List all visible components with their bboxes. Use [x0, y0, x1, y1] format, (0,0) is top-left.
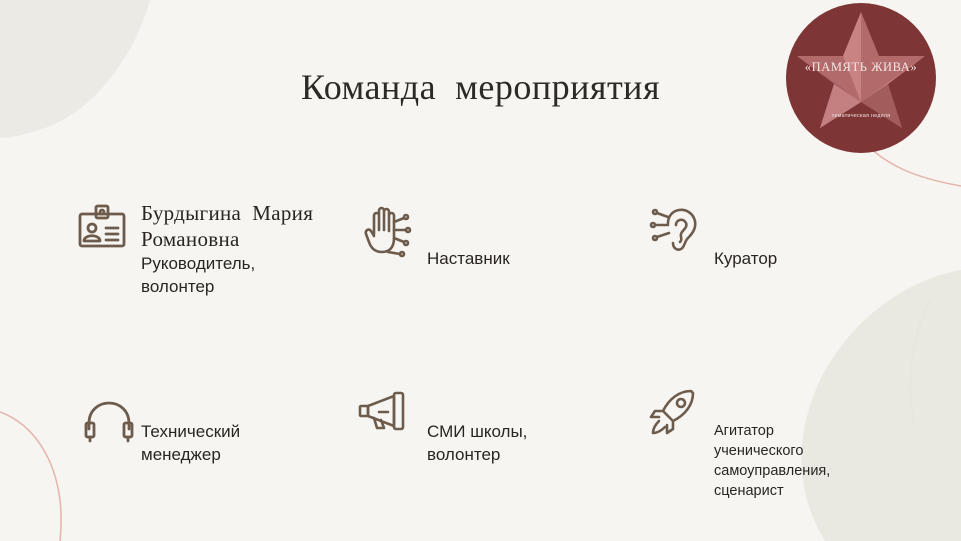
member-name-line1: Бурдыгина Мария	[141, 201, 314, 225]
rocket-icon	[645, 385, 701, 441]
member-card-curator	[714, 247, 777, 270]
member-role-line3: самоуправления,	[714, 463, 831, 479]
member-role-line1: Руководитель,	[141, 254, 256, 273]
raised-hand-icon	[360, 204, 416, 260]
member-role-line1: Технический	[141, 422, 241, 441]
page-title: Команда мероприятия	[300, 67, 660, 107]
listening-ear-icon	[647, 203, 703, 259]
member-name-line2: Романовна	[141, 227, 240, 251]
member-role-line2: волонтер	[141, 277, 215, 296]
member-role-line4: сценарист	[714, 483, 784, 499]
member-role-line1: Куратор	[714, 249, 778, 268]
event-logo	[781, 0, 941, 158]
member-role-line1: Агитатор	[714, 423, 774, 439]
logo-subtitle: тематическая неделя	[831, 113, 891, 119]
id-badge-icon	[74, 200, 130, 256]
member-role-line1: СМИ школы,	[427, 422, 528, 441]
megaphone-icon	[356, 384, 412, 440]
member-role-line1: Наставник	[427, 249, 510, 268]
member-card-agitator	[714, 421, 830, 501]
member-card-mentor	[427, 247, 510, 270]
member-role-line2: ученического	[714, 443, 804, 459]
member-card-school-media	[427, 420, 527, 466]
member-card-leader	[141, 200, 313, 298]
member-card-tech-manager	[141, 420, 240, 466]
member-role-line2: менеджер	[141, 445, 221, 464]
member-role-line2: волонтер	[427, 445, 501, 464]
headphones-icon	[81, 397, 137, 453]
logo-caption: «ПАМЯТЬ ЖИВА»	[804, 60, 918, 74]
